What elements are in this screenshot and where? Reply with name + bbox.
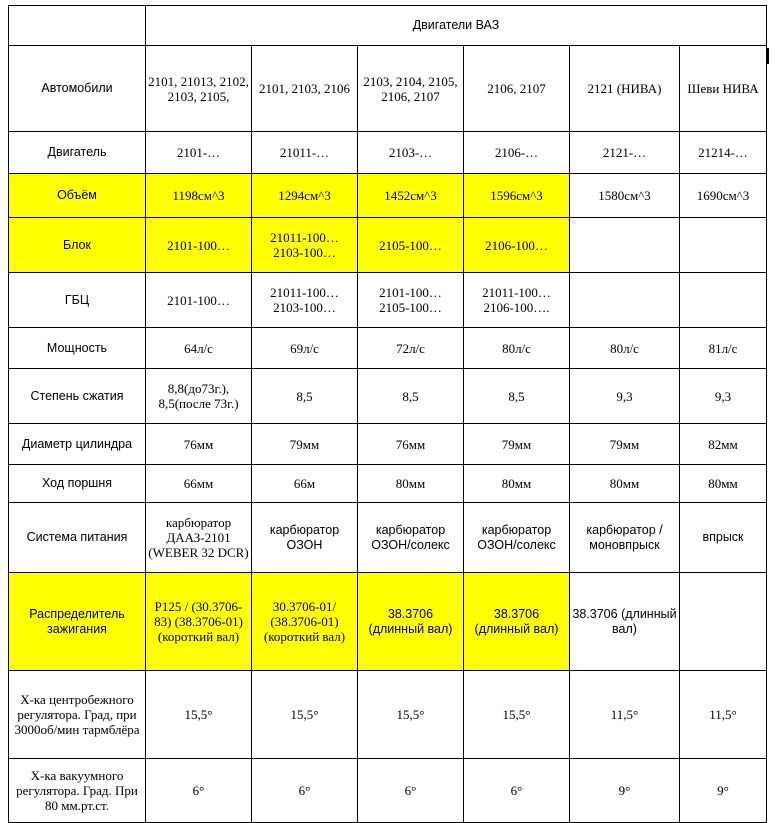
engines-table xyxy=(8,5,767,823)
fuel-cell: карбюратор ДААЗ-2101 (WEBER 32 DCR) xyxy=(146,503,252,573)
fuel-label: Система питания xyxy=(9,503,146,573)
compression-cell: 8,5 xyxy=(252,369,358,424)
head-label: ГБЦ xyxy=(9,273,146,328)
block-cell xyxy=(680,218,767,273)
stroke-label: Ход поршня xyxy=(9,465,146,503)
vacuum-cell: 6° xyxy=(464,759,570,823)
volume-cell: 1596см^3 xyxy=(464,174,570,218)
bore-cell: 79мм xyxy=(570,424,680,465)
distributor-cell: 38.3706 (длинный вал) xyxy=(464,573,570,671)
cars-label: Автомобили xyxy=(9,46,146,132)
cars-cell: 2103, 2104, 2105, 2106, 2107 xyxy=(358,46,464,132)
fuel-cell: карбюратор ОЗОН xyxy=(252,503,358,573)
volume-cell: 1580см^3 xyxy=(570,174,680,218)
bore-cell: 79мм xyxy=(252,424,358,465)
vacuum-cell: 6° xyxy=(146,759,252,823)
power-cell: 81л/с xyxy=(680,328,767,369)
centrifugal-cell: 15,5° xyxy=(252,671,358,759)
cars-cell: 2101, 21013, 2102, 2103, 2105, xyxy=(146,46,252,132)
power-cell: 69л/с xyxy=(252,328,358,369)
power-cell: 80л/с xyxy=(570,328,680,369)
block-cell xyxy=(570,218,680,273)
volume-cell: 1452см^3 xyxy=(358,174,464,218)
bore-cell: 79мм xyxy=(464,424,570,465)
engine-cell: 21011-… xyxy=(252,132,358,174)
fuel-cell: карбюратор / моновпрыск xyxy=(570,503,680,573)
bore-row xyxy=(9,424,767,465)
stroke-cell: 80мм xyxy=(358,465,464,503)
edge-marker xyxy=(767,48,769,64)
distributor-label: Распределитель зажигания xyxy=(9,573,146,671)
distributor-cell: 38.3706 (длинный вал) xyxy=(570,573,680,671)
engine-cell: 2101-… xyxy=(146,132,252,174)
vacuum-cell: 9° xyxy=(680,759,767,823)
block-cell: 2105-100… xyxy=(358,218,464,273)
cars-cell: Шеви НИВА xyxy=(680,46,767,132)
head-cell: 2101-100… xyxy=(146,273,252,328)
compression-cell: 8,8(до73г.), 8,5(после 73г.) xyxy=(146,369,252,424)
distributor-cell: Р125 / (30.3706-83) (38.3706-01) (короткий вал) xyxy=(146,573,252,671)
volume-label: Объём xyxy=(9,174,146,218)
cars-cell: 2101, 2103, 2106 xyxy=(252,46,358,132)
volume-cell: 1294см^3 xyxy=(252,174,358,218)
centrifugal-cell: 15,5° xyxy=(146,671,252,759)
volume-cell: 1690см^3 xyxy=(680,174,767,218)
stroke-cell: 80мм xyxy=(570,465,680,503)
distributor-cell xyxy=(680,573,767,671)
block-row xyxy=(9,218,767,273)
head-cell xyxy=(680,273,767,328)
header-empty-cell xyxy=(9,6,146,46)
distributor-cell: 38.3706 (длинный вал) xyxy=(358,573,464,671)
head-row xyxy=(9,273,767,328)
cars-cell: 2106, 2107 xyxy=(464,46,570,132)
head-cell: 2101-100… 2105-100… xyxy=(358,273,464,328)
head-cell xyxy=(570,273,680,328)
fuel-cell: впрыск xyxy=(680,503,767,573)
compression-label: Степень сжатия xyxy=(9,369,146,424)
stroke-cell: 66мм xyxy=(146,465,252,503)
block-cell: 21011-100… 2103-100… xyxy=(252,218,358,273)
block-cell: 2106-100… xyxy=(464,218,570,273)
bore-cell: 82мм xyxy=(680,424,767,465)
vacuum-row xyxy=(9,759,767,823)
engine-cell: 2106-… xyxy=(464,132,570,174)
stroke-row xyxy=(9,465,767,503)
engine-cell: 2121-… xyxy=(570,132,680,174)
stroke-cell: 80мм xyxy=(464,465,570,503)
block-label: Блок xyxy=(9,218,146,273)
centrifugal-cell: 11,5° xyxy=(680,671,767,759)
centrifugal-cell: 11,5° xyxy=(570,671,680,759)
distributor-cell: 30.3706-01/ (38.3706-01) (короткий вал) xyxy=(252,573,358,671)
engine-label: Двигатель xyxy=(9,132,146,174)
cars-cell: 2121 (НИВА) xyxy=(570,46,680,132)
centrifugal-label: Х-ка центробежного регулятора. Град, при 3000об/мин тармблёра xyxy=(9,671,146,759)
stroke-cell: 80мм xyxy=(680,465,767,503)
compression-row xyxy=(9,369,767,424)
head-cell: 21011-100… 2106-100…. xyxy=(464,273,570,328)
centrifugal-cell: 15,5° xyxy=(358,671,464,759)
power-cell: 80л/с xyxy=(464,328,570,369)
compression-cell: 8,5 xyxy=(464,369,570,424)
vacuum-cell: 9° xyxy=(570,759,680,823)
power-cell: 64л/с xyxy=(146,328,252,369)
compression-cell: 9,3 xyxy=(680,369,767,424)
fuel-cell: карбюратор ОЗОН/солекс xyxy=(358,503,464,573)
vacuum-cell: 6° xyxy=(252,759,358,823)
vacuum-cell: 6° xyxy=(358,759,464,823)
bore-cell: 76мм xyxy=(146,424,252,465)
header-row xyxy=(9,6,767,46)
centrifugal-row xyxy=(9,671,767,759)
fuel-row xyxy=(9,503,767,573)
bore-cell: 76мм xyxy=(358,424,464,465)
distributor-row xyxy=(9,573,767,671)
engine-cell: 2103-… xyxy=(358,132,464,174)
cars-row xyxy=(9,46,767,132)
engine-row xyxy=(9,132,767,174)
header-title: Двигатели ВАЗ xyxy=(146,6,767,46)
fuel-cell: карбюратор ОЗОН/солекс xyxy=(464,503,570,573)
head-cell: 21011-100… 2103-100… xyxy=(252,273,358,328)
power-label: Мощность xyxy=(9,328,146,369)
compression-cell: 8,5 xyxy=(358,369,464,424)
bore-label: Диаметр цилиндра xyxy=(9,424,146,465)
volume-row xyxy=(9,174,767,218)
centrifugal-cell: 15,5° xyxy=(464,671,570,759)
power-cell: 72л/с xyxy=(358,328,464,369)
block-cell: 2101-100… xyxy=(146,218,252,273)
volume-cell: 1198см^3 xyxy=(146,174,252,218)
vacuum-label: Х-ка вакуумного регулятора. Град. При 80 мм.рт.ст. xyxy=(9,759,146,823)
compression-cell: 9,3 xyxy=(570,369,680,424)
stroke-cell: 66м xyxy=(252,465,358,503)
power-row xyxy=(9,328,767,369)
engine-cell: 21214-… xyxy=(680,132,767,174)
